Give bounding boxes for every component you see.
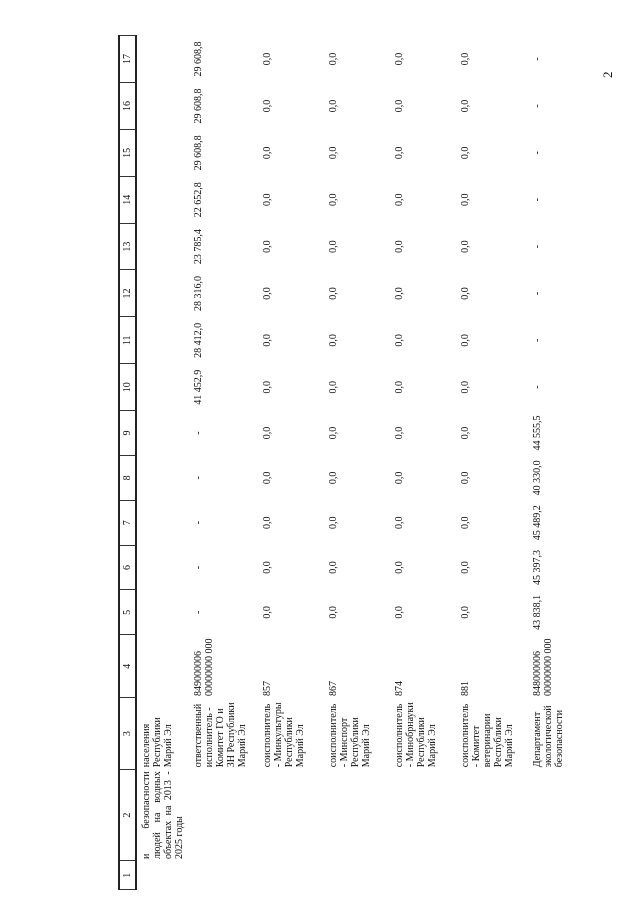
value-cell: 29 608,8	[193, 88, 204, 124]
value-cell: 0,0	[262, 380, 273, 394]
value-cell: 0,0	[394, 240, 405, 253]
col-header-15: 15	[119, 129, 136, 176]
value-cell: -	[532, 244, 543, 249]
value-cell: -	[193, 476, 204, 480]
value-cell	[136, 364, 189, 411]
cell	[189, 861, 258, 890]
col-header-16: 16	[119, 83, 136, 130]
value-cell: 0,0	[394, 516, 405, 529]
value-cell: 0,0	[394, 287, 405, 300]
executor-cell: соисполнитель - Минобрнауки Республики Марий Эл	[394, 702, 438, 768]
value-cell	[136, 411, 189, 456]
col-header-4: 4	[119, 635, 136, 698]
code-cell: 874	[394, 680, 405, 696]
value-cell: 40 330,0	[532, 460, 543, 496]
value-cell: 0,0	[460, 380, 471, 394]
value-cell: 22 652,8	[193, 182, 204, 218]
value-cell: -	[532, 57, 543, 61]
value-cell: 0,0	[394, 561, 405, 574]
code-cell	[136, 635, 189, 698]
table-row	[390, 36, 456, 890]
table-row	[324, 36, 390, 890]
value-cell: -	[532, 198, 543, 202]
code-cell: 848000006 00000000 000	[532, 638, 554, 696]
code-cell: 867	[328, 680, 339, 696]
col-header-9: 9	[119, 411, 136, 456]
value-cell: 0,0	[460, 99, 471, 113]
value-cell: 0,0	[328, 334, 339, 347]
value-cell	[136, 176, 189, 223]
value-cell: 0,0	[328, 561, 339, 574]
program-name-cell	[258, 769, 324, 861]
col-header-3: 3	[119, 698, 136, 769]
value-cell	[136, 36, 189, 83]
value-cell	[136, 270, 189, 317]
value-cell: 0,0	[328, 287, 339, 300]
value-cell: 0,0	[262, 426, 273, 440]
value-cell: 29 608,8	[193, 135, 204, 171]
value-cell: 23 785,4	[193, 229, 204, 265]
value-cell: 0,0	[328, 99, 339, 113]
col-header-10: 10	[119, 364, 136, 411]
value-cell: 0,0	[328, 240, 339, 253]
value-cell: 0,0	[460, 52, 471, 66]
value-cell	[136, 317, 189, 364]
executor-cell: соисполнитель - Комитет ветеринарии Республики Марий Эл	[460, 703, 515, 768]
value-cell: 0,0	[460, 287, 471, 300]
value-cell: 0,0	[262, 146, 273, 160]
value-cell: 0,0	[328, 606, 339, 619]
value-cell: 0,0	[460, 240, 471, 253]
value-cell: 45 397,3	[532, 550, 543, 586]
value-cell: 43 838,1	[532, 594, 543, 630]
column-number-header	[119, 36, 136, 890]
program-name-cell	[528, 769, 602, 861]
value-cell: 0,0	[328, 471, 339, 485]
value-cell: -	[193, 610, 204, 615]
page-number: 2	[600, 71, 615, 78]
cell	[136, 861, 189, 890]
table-row	[189, 36, 258, 890]
value-cell: 0,0	[328, 146, 339, 160]
value-cell: 0,0	[262, 99, 273, 113]
value-cell	[136, 590, 189, 635]
value-cell: 0,0	[460, 193, 471, 206]
executor-cell: населения Республики Марий Эл	[141, 717, 174, 768]
value-cell: 0,0	[460, 606, 471, 619]
value-cell: 0,0	[262, 52, 273, 66]
value-cell: 0,0	[262, 240, 273, 253]
table-row	[258, 36, 324, 890]
value-cell: 44 555,5	[532, 415, 543, 451]
budget-table	[118, 35, 602, 890]
value-cell: 0,0	[460, 471, 471, 485]
value-cell: 0,0	[262, 471, 273, 485]
col-header-2: 2	[119, 769, 136, 861]
cell	[258, 861, 324, 890]
value-cell: -	[193, 431, 204, 435]
code-cell: 881	[460, 680, 471, 696]
value-cell: 0,0	[394, 471, 405, 485]
col-header-8: 8	[119, 455, 136, 500]
value-cell: 0,0	[262, 193, 273, 206]
rotated-table-container	[118, 35, 618, 890]
program-name-cell	[189, 769, 258, 861]
value-cell: 0,0	[460, 516, 471, 529]
cell	[390, 861, 456, 890]
col-header-5: 5	[119, 590, 136, 635]
value-cell: 0,0	[394, 380, 405, 394]
value-cell: 0,0	[460, 146, 471, 160]
col-header-11: 11	[119, 317, 136, 364]
value-cell	[136, 500, 189, 545]
value-cell: 28 316,0	[193, 275, 204, 311]
program-name-cell	[390, 769, 456, 861]
executor-cell: соисполнитель - Минспорт Республики Марий Эл	[328, 703, 372, 768]
value-cell: 0,0	[394, 606, 405, 619]
value-cell: 0,0	[394, 193, 405, 206]
col-header-13: 13	[119, 223, 136, 270]
value-cell: 0,0	[328, 426, 339, 440]
executor-cell: соисполнитель - Минкультуры Республики Марий Эл	[262, 702, 306, 768]
value-cell	[136, 455, 189, 500]
value-cell	[136, 223, 189, 270]
code-cell: 849000006 00000000 000	[193, 638, 215, 696]
value-cell: 0,0	[460, 426, 471, 440]
cell	[456, 861, 528, 890]
value-cell: 0,0	[262, 606, 273, 619]
value-cell: 29 608,8	[193, 41, 204, 77]
value-cell: -	[193, 521, 204, 525]
col-header-7: 7	[119, 500, 136, 545]
value-cell: -	[532, 338, 543, 342]
value-cell: 0,0	[328, 516, 339, 529]
value-cell: -	[193, 565, 204, 570]
cell	[324, 861, 390, 890]
value-cell: -	[532, 385, 543, 389]
value-cell: 28 412,0	[193, 322, 204, 358]
value-cell	[136, 129, 189, 176]
value-cell: 41 452,9	[193, 369, 204, 405]
value-cell: -	[532, 291, 543, 296]
value-cell: 0,0	[262, 334, 273, 347]
cell	[528, 861, 602, 890]
value-cell: 0,0	[394, 426, 405, 440]
value-cell: 0,0	[262, 516, 273, 529]
table-row	[528, 36, 602, 890]
col-header-12: 12	[119, 270, 136, 317]
value-cell: -	[532, 151, 543, 155]
executor-cell: ответственный исполнитель - Комитет ГО и ЗН Республики Марий Эл	[193, 702, 248, 768]
value-cell: 0,0	[460, 561, 471, 574]
program-name-cell	[324, 769, 390, 861]
value-cell: 0,0	[394, 99, 405, 113]
col-header-1: 1	[119, 861, 136, 890]
value-cell	[136, 545, 189, 590]
value-cell: 0,0	[262, 561, 273, 574]
value-cell: 0,0	[460, 334, 471, 347]
value-cell: 0,0	[328, 193, 339, 206]
value-cell: 45 489,2	[532, 505, 543, 541]
col-header-17: 17	[119, 36, 136, 83]
executor-cell: Департамент экологической безопасности	[532, 705, 565, 768]
value-cell: 0,0	[394, 334, 405, 347]
value-cell: 0,0	[394, 52, 405, 66]
table-row	[456, 36, 528, 890]
value-cell: 0,0	[394, 146, 405, 160]
value-cell: -	[532, 104, 543, 108]
table-row	[136, 36, 189, 890]
value-cell: 0,0	[262, 287, 273, 300]
code-cell: 857	[262, 680, 273, 696]
col-header-6: 6	[119, 545, 136, 590]
value-cell: 0,0	[328, 52, 339, 66]
program-name-cell: и безопасности людей на водных объектах на 2013 - 2025 годы	[141, 771, 185, 859]
value-cell	[136, 83, 189, 130]
col-header-14: 14	[119, 176, 136, 223]
program-name-cell	[456, 769, 528, 861]
value-cell: 0,0	[328, 380, 339, 394]
